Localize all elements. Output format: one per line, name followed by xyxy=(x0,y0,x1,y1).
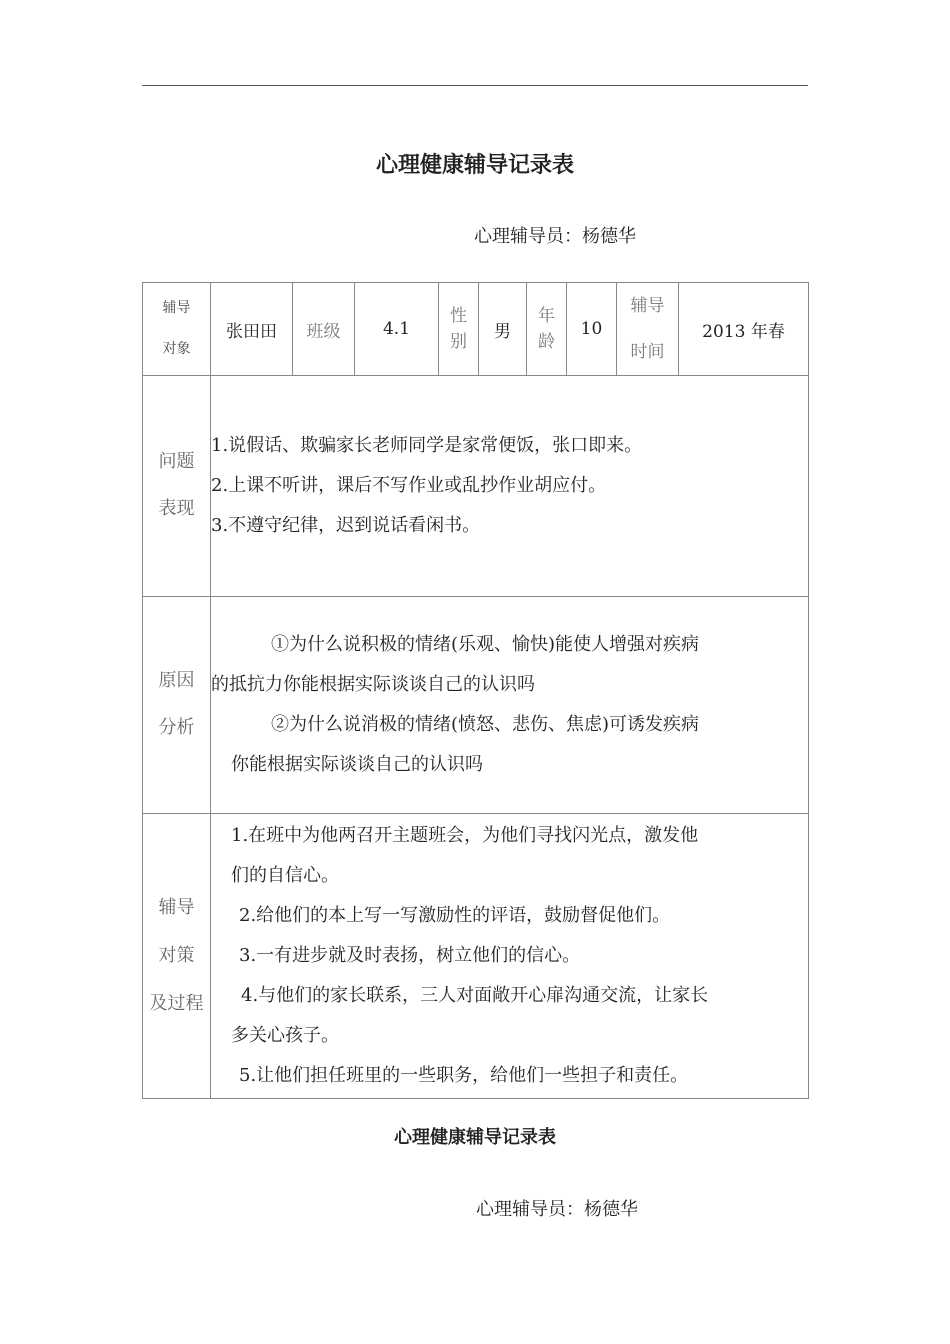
header-row xyxy=(143,283,809,376)
causes-label-cell xyxy=(143,597,211,814)
measures-label-line2: 对策 xyxy=(158,945,195,966)
problem-line-2: 2.上课不听讲，课后不写作业或乱抄作业胡应付。 xyxy=(211,475,607,496)
measure-line-3: 2.给他们的本上写一写激励性的评语，鼓励督促他们。 xyxy=(239,905,671,926)
measure-line-6: 多关心孩子。 xyxy=(231,1025,339,1046)
repeat-title: 心理健康辅导记录表 xyxy=(394,1127,556,1148)
gender-label-cell xyxy=(439,283,479,376)
gender-value: 男 xyxy=(479,283,527,376)
measure-line-2: 们的自信心。 xyxy=(231,865,339,886)
gender-label-line1: 性 xyxy=(450,306,467,326)
causes-label-line1: 原因 xyxy=(158,670,195,692)
target-label-line2: 对象 xyxy=(162,341,191,357)
measure-line-4: 3.一有进步就及时表扬，树立他们的信心。 xyxy=(239,945,581,966)
target-label-cell xyxy=(143,283,211,376)
problems-label-cell xyxy=(143,376,211,597)
page-title: 心理健康辅导记录表 xyxy=(375,153,574,178)
measure-line-5: 4.与他们的家长联系，三人对面敞开心扉沟通交流，让家长 xyxy=(241,985,709,1006)
class-label: 班级 xyxy=(293,283,355,376)
cause-line-1: ①为什么说积极的情绪(乐观、愉快)能使人增强对疾病 xyxy=(271,634,700,655)
measure-line-7: 5.让他们担任班里的一些职务，给他们一些担子和责任。 xyxy=(239,1065,689,1086)
gender-label-line2: 别 xyxy=(450,332,467,352)
time-label-line1: 辅导 xyxy=(630,296,665,316)
measures-label-cell xyxy=(143,814,211,1099)
problems-label-line1: 问题 xyxy=(158,451,195,473)
causes-label-line2: 分析 xyxy=(158,717,195,738)
age-label-line2: 龄 xyxy=(538,332,555,352)
cause-line-3: ②为什么说消极的情绪(愤怒、悲伤、焦虑)可诱发疾病 xyxy=(271,714,700,735)
problem-line-3: 3.不遵守纪律，迟到说话看闲书。 xyxy=(211,515,481,536)
record-table xyxy=(142,282,809,1099)
age-value: 10 xyxy=(567,283,617,376)
measure-line-1: 1.在班中为他两召开主题班会，为他们寻找闪光点，激发他 xyxy=(231,825,699,846)
causes-content xyxy=(211,597,809,814)
target-label-line1: 辅导 xyxy=(162,300,191,317)
time-label-line2: 时间 xyxy=(630,342,665,362)
top-rule xyxy=(142,85,808,86)
repeat-counselor-line: 心理辅导员：杨德华 xyxy=(476,1199,638,1220)
time-label-cell xyxy=(617,283,679,376)
student-name: 张田田 xyxy=(211,283,293,376)
measures-label-line3: 及过程 xyxy=(149,993,204,1014)
problems-content xyxy=(211,376,809,597)
problems-row xyxy=(143,376,809,597)
measures-row xyxy=(143,814,809,1099)
time-value: 2013 年春 xyxy=(679,283,809,376)
counselor-line: 心理辅导员：杨德华 xyxy=(474,226,636,247)
cause-line-4: 你能根据实际谈谈自己的认识吗 xyxy=(231,754,483,775)
causes-row xyxy=(143,597,809,814)
measures-label-line1: 辅导 xyxy=(158,897,195,918)
cause-line-2: 的抵抗力你能根据实际谈谈自己的认识吗 xyxy=(211,674,535,695)
age-label-cell xyxy=(527,283,567,376)
class-value: 4.1 xyxy=(355,283,439,376)
age-label-line1: 年 xyxy=(538,306,555,326)
problem-line-1: 1.说假话、欺骗家长老师同学是家常便饭，张口即来。 xyxy=(211,435,643,456)
measures-content xyxy=(211,814,809,1099)
problems-label-line2: 表现 xyxy=(158,498,195,519)
